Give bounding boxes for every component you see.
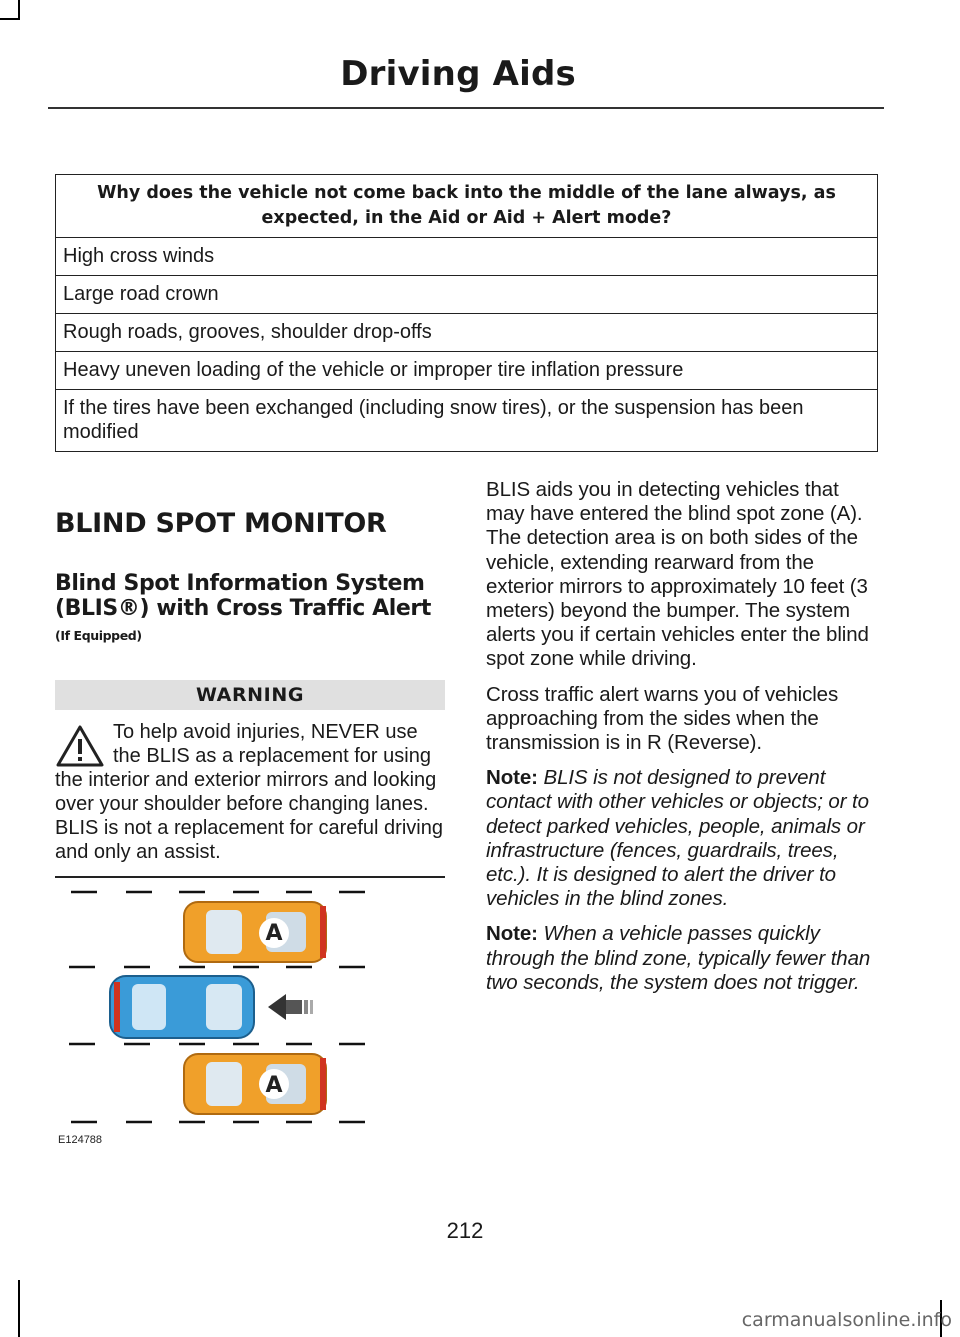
blue-car <box>110 976 254 1038</box>
right-column <box>486 478 880 1006</box>
note-paragraph <box>486 922 880 995</box>
warning-label: WARNING <box>55 680 445 710</box>
table-row: Large road crown <box>56 276 877 314</box>
warning-text: To help avoid injuries, NEVER use the BLIS as a replacement for using the interior and exterior mirrors and looking over your shoulder before changing lanes. BLIS is not a replacement for careful driving and only an assist. <box>55 721 443 863</box>
orange-car-top <box>184 902 326 962</box>
page-number: 212 <box>446 1218 484 1243</box>
subsection-title-text: Blind Spot Information System (BLIS®) with Cross Traffic Alert <box>55 571 431 621</box>
note-text: When a vehicle passes quickly through the blind zone, typically fewer than two seconds, the system does not trigger. <box>486 922 871 994</box>
figure-code: E124788 <box>58 1134 103 1146</box>
page-title: Driving Aids <box>340 54 576 94</box>
note-label: Note: <box>486 766 538 790</box>
crop-mark <box>18 1280 20 1337</box>
note-paragraph <box>486 766 880 911</box>
blis-diagram <box>58 872 388 1150</box>
faq-question: Why does the vehicle not come back into the middle of the lane always, as expected, in the Aid or Aid + Alert mode? <box>56 175 877 238</box>
note-text: BLIS is not designed to prevent contact with other vehicles or objects; or to detect parked vehicles, people, animals or infrastructure (fences, guardrails, trees, etc.). It is designed to alert the driver to vehicles in the blind zones. <box>486 766 869 911</box>
section-title: BLIND SPOT MONITOR <box>55 508 387 539</box>
crop-mark <box>18 0 20 20</box>
body-paragraph: BLIS aids you in detecting vehicles that may have entered the blind spot zone (A). The detection area is on both sides of the vehicle, extending rearward from the exterior mirrors to approximately 10 feet (3 meters) beyond the bumper. The system alerts you if certain vehicles enter the blind spot zone while driving. <box>486 478 869 671</box>
warning-body <box>55 720 445 878</box>
table-row: Heavy uneven loading of the vehicle or improper tire inflation pressure <box>56 352 877 390</box>
warning-triangle-icon <box>55 724 105 768</box>
lane-diagram <box>58 872 388 1134</box>
zone-label-a: A <box>265 921 283 946</box>
watermark: carmanualsonline.info <box>741 1309 952 1331</box>
header-divider <box>48 107 884 109</box>
faq-table <box>55 174 878 452</box>
table-row: Rough roads, grooves, shoulder drop-offs <box>56 314 877 352</box>
zone-label-a: A <box>265 1073 283 1098</box>
table-row: If the tires have been exchanged (including snow tires), or the suspension has been modified <box>63 397 804 443</box>
orange-car-bottom <box>184 1054 326 1114</box>
table-row: High cross winds <box>56 238 877 276</box>
crop-mark <box>0 18 20 20</box>
subsection-title <box>55 571 445 648</box>
if-equipped-note: (If Equipped) <box>55 628 142 643</box>
note-label: Note: <box>486 922 538 946</box>
body-paragraph: Cross traffic alert warns you of vehicles approaching from the sides when the transmission is in R (Reverse). <box>486 682 839 755</box>
arrow-left-icon <box>268 994 313 1020</box>
left-column <box>55 508 445 878</box>
